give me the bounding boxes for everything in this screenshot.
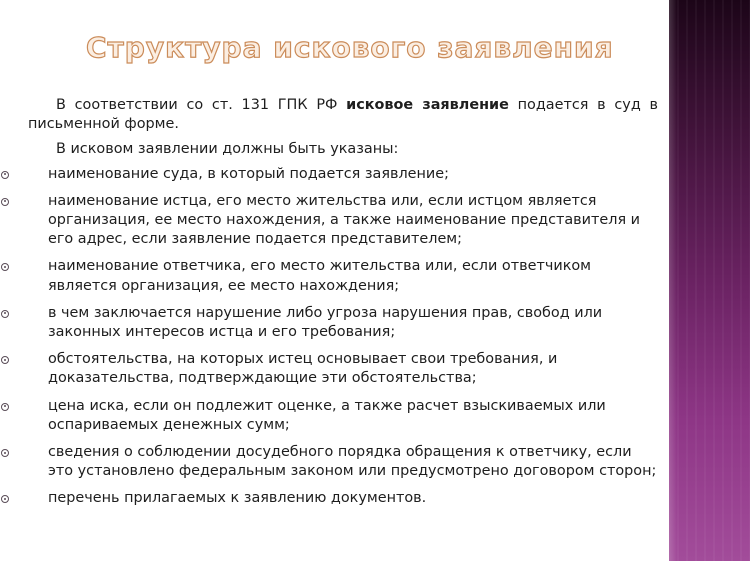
circle-dot-icon xyxy=(1,171,9,179)
list-item xyxy=(28,257,658,295)
list-item-text: сведения о соблюдении досудебного порядка обращения к ответчику, если это установлено федеральным законом или предусмотрено договором сторон; xyxy=(48,444,657,480)
circle-dot-icon xyxy=(1,403,9,411)
list-item xyxy=(28,165,658,184)
slide-title: Структура искового заявления xyxy=(86,31,614,64)
slide-body xyxy=(28,96,658,517)
intro-paragraph xyxy=(28,96,658,134)
list-item-text: цена иска, если он подлежит оценке, а также расчет взыскиваемых или оспариваемых денежных сумм; xyxy=(48,397,606,433)
circle-dot-icon xyxy=(1,449,9,457)
decorative-side-band xyxy=(669,0,750,561)
list-item-text: перечень прилагаемых к заявлению документов. xyxy=(48,490,427,507)
list-item-text: наименование ответчика, его место жительства или, если ответчиком является организация, ее место нахождения; xyxy=(48,258,592,294)
list-item-text: наименование суда, в который подается заявление; xyxy=(48,165,449,182)
intro-bold-term: исковое заявление xyxy=(346,97,509,113)
circle-dot-icon xyxy=(1,198,9,206)
circle-dot-icon xyxy=(1,310,9,318)
list-item xyxy=(28,443,658,481)
intro-text-start: В соответствии со ст. 131 ГПК РФ xyxy=(56,97,347,113)
intro-text-end: подается в суд в письменной форме. xyxy=(28,97,658,133)
list-item xyxy=(28,350,658,388)
list-item-text: в чем заключается нарушение либо угроза нарушения прав, свобод или законных интересов истца и его требования; xyxy=(48,304,603,341)
list-item-text: наименование истца, его место жительства или, если истцом является организация, ее место нахождения, а также наименование представителя и его адрес, если заявление подается представителем; xyxy=(48,192,641,248)
list-item xyxy=(28,397,658,435)
circle-dot-icon xyxy=(1,495,9,503)
list-item-text: обстоятельства, на которых истец основывает свои требования, и доказательства, подтверждающие эти обстоятельства; xyxy=(48,351,558,387)
list-item xyxy=(28,489,658,508)
list-lead-paragraph: В исковом заявлении должны быть указаны: xyxy=(56,141,399,158)
list-item xyxy=(28,192,658,250)
list-item xyxy=(28,304,658,342)
circle-dot-icon xyxy=(1,263,9,271)
circle-dot-icon xyxy=(1,356,9,364)
requirements-list xyxy=(28,165,658,509)
